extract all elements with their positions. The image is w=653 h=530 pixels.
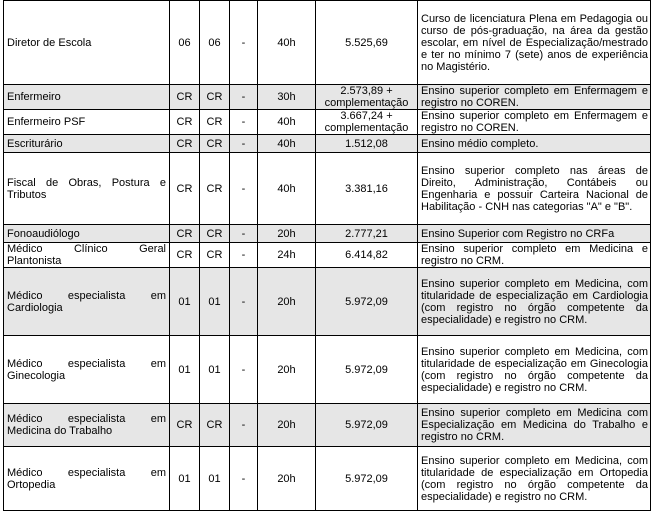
dash-cell: - (230, 135, 258, 153)
carga-horaria-cell: 40h (258, 153, 316, 225)
dash-cell: - (230, 243, 258, 268)
requisito-cell: Ensino superior completo em Enfermagem e registro no COREN. (418, 110, 651, 135)
dash-cell: - (230, 1, 258, 85)
cargo-cell: Médico especialista em Ortopedia (4, 447, 170, 511)
vagas-cell: CR (170, 85, 200, 110)
vagas-total-cell: CR (200, 243, 230, 268)
requisito-cell: Ensino médio completo. (418, 135, 651, 153)
salario-cell: 2.573,89 + complementação (316, 85, 418, 110)
requisito-cell: Ensino Superior com Registro no CRFa (418, 225, 651, 243)
cargo-cell: Enfermeiro (4, 85, 170, 110)
dash-cell: - (230, 447, 258, 511)
requisito-cell: Ensino superior completo em Medicina e registro no CRM. (418, 243, 651, 268)
vagas-cell: 01 (170, 447, 200, 511)
dash-cell: - (230, 225, 258, 243)
carga-horaria-cell: 20h (258, 404, 316, 447)
requisito-cell: Ensino superior completo em Medicina, com titularidade de especialização em Ortopedia (com registro no órgão competente da especialidade) e registro no CRM. (418, 447, 651, 511)
cargo-cell: Médico especialista em Cardiologia (4, 268, 170, 336)
vagas-cell: CR (170, 110, 200, 135)
vagas-total-cell: 01 (200, 336, 230, 404)
vagas-cell: 01 (170, 268, 200, 336)
carga-horaria-cell: 20h (258, 225, 316, 243)
vagas-total-cell: 01 (200, 447, 230, 511)
vagas-total-cell: CR (200, 135, 230, 153)
salario-cell: 3.381,16 (316, 153, 418, 225)
carga-horaria-cell: 24h (258, 243, 316, 268)
carga-horaria-cell: 30h (258, 85, 316, 110)
cargo-cell: Diretor de Escola (4, 1, 170, 85)
requisito-cell: Ensino superior completo em Medicina, com titularidade de especialização em Cardiologia (com registro no órgão competente da especialidade) e registro no CRM. (418, 268, 651, 336)
salario-cell: 2.777,21 (316, 225, 418, 243)
salario-cell: 3.667,24 + complementação (316, 110, 418, 135)
salario-cell: 5.972,09 (316, 447, 418, 511)
table-row (4, 447, 651, 511)
dash-cell: - (230, 404, 258, 447)
vagas-cell: CR (170, 243, 200, 268)
cargo-cell: Escriturário (4, 135, 170, 153)
carga-horaria-cell: 20h (258, 268, 316, 336)
requisito-cell: Ensino superior completo em Enfermagem e registro no COREN. (418, 85, 651, 110)
vagas-total-cell: CR (200, 110, 230, 135)
job-table (3, 0, 651, 511)
vagas-total-cell: CR (200, 404, 230, 447)
dash-cell: - (230, 153, 258, 225)
dash-cell: - (230, 336, 258, 404)
cargo-cell: Enfermeiro PSF (4, 110, 170, 135)
salario-cell: 6.414,82 (316, 243, 418, 268)
vagas-cell: CR (170, 153, 200, 225)
cargo-cell: Médico especialista em Ginecologia (4, 336, 170, 404)
vagas-cell: CR (170, 404, 200, 447)
table-row (4, 404, 651, 447)
table-row (4, 110, 651, 135)
salario-cell: 5.972,09 (316, 336, 418, 404)
carga-horaria-cell: 20h (258, 447, 316, 511)
vagas-cell: CR (170, 135, 200, 153)
table-row (4, 268, 651, 336)
carga-horaria-cell: 40h (258, 135, 316, 153)
table-row (4, 243, 651, 268)
salario-cell: 5.972,09 (316, 268, 418, 336)
cargo-cell: Médico especialista em Medicina do Trabalho (4, 404, 170, 447)
salario-cell: 5.525,69 (316, 1, 418, 85)
vagas-cell: 06 (170, 1, 200, 85)
carga-horaria-cell: 40h (258, 1, 316, 85)
table-row (4, 1, 651, 85)
vagas-total-cell: 06 (200, 1, 230, 85)
table-row (4, 225, 651, 243)
requisito-cell: Curso de licenciatura Plena em Pedagogia ou curso de pós-graduação, na área da gestão escolar, em nível de Especialização/mestrado e ter no mínimo 7 (sete) anos de experiência no Magistério. (418, 1, 651, 85)
vagas-total-cell: 01 (200, 268, 230, 336)
vagas-total-cell: CR (200, 153, 230, 225)
vagas-cell: 01 (170, 336, 200, 404)
table-row (4, 135, 651, 153)
requisito-cell: Ensino superior completo nas áreas de Direito, Administração, Contábeis ou Engenharia e possuir Carteira Nacional de Habilitação - CNH nas categorias "A" e "B". (418, 153, 651, 225)
vagas-cell: CR (170, 225, 200, 243)
table-row (4, 85, 651, 110)
dash-cell: - (230, 268, 258, 336)
vagas-total-cell: CR (200, 85, 230, 110)
vagas-total-cell: CR (200, 225, 230, 243)
table-row (4, 153, 651, 225)
cargo-cell: Fiscal de Obras, Postura e Tributos (4, 153, 170, 225)
dash-cell: - (230, 85, 258, 110)
cargo-cell: Médico Clínico Geral Plantonista (4, 243, 170, 268)
table-row (4, 336, 651, 404)
carga-horaria-cell: 20h (258, 336, 316, 404)
salario-cell: 5.972,09 (316, 404, 418, 447)
cargo-cell: Fonoaudiólogo (4, 225, 170, 243)
carga-horaria-cell: 40h (258, 110, 316, 135)
requisito-cell: Ensino superior completo em Medicina, com titularidade de especialização em Ginecologia (com registro no órgão competente da especialidade) e registro no CRM. (418, 336, 651, 404)
requisito-cell: Ensino superior completo em Medicina com Especialização em Medicina do Trabalho e registro no CRM. (418, 404, 651, 447)
dash-cell: - (230, 110, 258, 135)
salario-cell: 1.512,08 (316, 135, 418, 153)
